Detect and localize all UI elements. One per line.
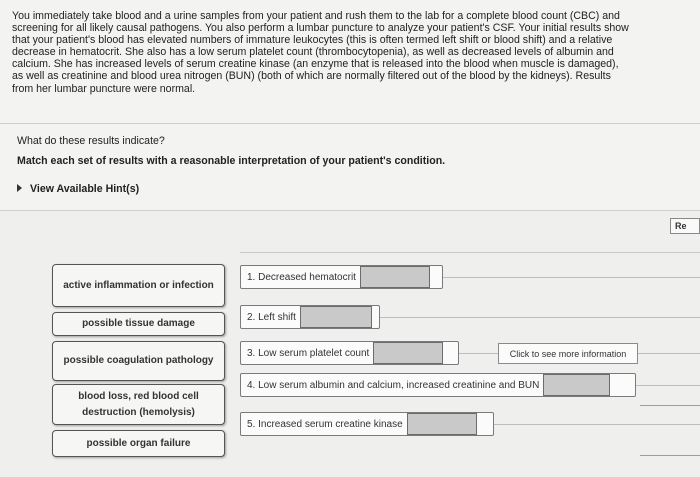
target-label: 1. Decreased hematocrit: [247, 271, 356, 283]
drop-zone[interactable]: [407, 413, 477, 435]
target-row: [240, 373, 636, 397]
intro-line: from her lumbar puncture were normal.: [12, 82, 196, 95]
choice-label[interactable]: [52, 384, 225, 425]
connector-line: [443, 277, 700, 278]
target-label: 5. Increased serum creatine kinase: [247, 418, 403, 430]
target-row: [240, 341, 459, 365]
choice-text: blood loss, red blood cell destruction (hemolysis): [78, 390, 199, 418]
view-hints-toggle[interactable]: [17, 183, 139, 195]
choice-text: active inflammation or infection: [63, 279, 214, 291]
caret-right-icon: [17, 184, 22, 192]
target-label: 2. Left shift: [247, 311, 296, 323]
connector-line: [380, 317, 700, 318]
hint-label: View Available Hint(s): [30, 183, 140, 195]
choice-label[interactable]: [52, 430, 225, 457]
choice-text: possible tissue damage: [82, 318, 195, 329]
choice-text: possible coagulation pathology: [63, 355, 214, 366]
intro-line: screening for all likely causal pathogens. You also perform a lumbar puncture to analyze your patient's CSF. Your initial results show: [12, 22, 629, 35]
target-row: [240, 305, 380, 329]
connector-line: [638, 353, 700, 354]
choice-label[interactable]: [52, 341, 225, 381]
intro-line: that your patient's blood has elevated numbers of immature leukocytes (this is often termed left shift or blood shift) and a relative: [12, 34, 613, 47]
panel-top-border: [0, 210, 700, 211]
drop-zone[interactable]: [300, 306, 372, 328]
edge-line: [640, 405, 700, 406]
target-row: [240, 265, 443, 289]
intro-line: as well as creatinine and blood urea nitrogen (BUN) (both of which are normally filtered out of the blood by the kidneys). Results: [12, 70, 611, 83]
choice-text: possible organ failure: [86, 437, 191, 449]
target-row: [240, 412, 494, 436]
intro-line: decrease in hematocrit. She also has a low serum platelet count (thrombocytopenia), as well as decreased levels of albumin and: [12, 46, 614, 59]
choice-label[interactable]: [52, 264, 225, 307]
row-divider: [240, 252, 700, 253]
target-label: 4. Low serum albumin and calcium, increased creatinine and BUN: [247, 379, 540, 391]
section-divider: [0, 123, 700, 124]
drop-zone[interactable]: [373, 342, 443, 364]
connector-line: [459, 353, 498, 354]
instruction-text: Match each set of results with a reasonable interpretation of your patient's condition.: [17, 155, 446, 167]
drop-zone[interactable]: [360, 266, 430, 288]
intro-line: You immediately take blood and a urine samples from your patient and rush them to the lab for a complete blood count (CBC) and: [12, 10, 620, 22]
more-info-button[interactable]: Click to see more information: [498, 343, 638, 364]
question-text: What do these results indicate?: [17, 135, 165, 147]
drop-zone[interactable]: [543, 374, 610, 396]
reset-button[interactable]: Re: [670, 218, 700, 234]
connector-line: [494, 424, 700, 425]
intro-line: calcium. She has increased levels of serum creatine kinase (an enzyme that is released into the blood when muscle is damaged),: [12, 58, 619, 71]
connector-line: [636, 385, 700, 386]
choice-label[interactable]: [52, 312, 225, 336]
intro-paragraph: [12, 10, 660, 95]
edge-line: [640, 455, 700, 456]
target-label: 3. Low serum platelet count: [247, 347, 370, 359]
